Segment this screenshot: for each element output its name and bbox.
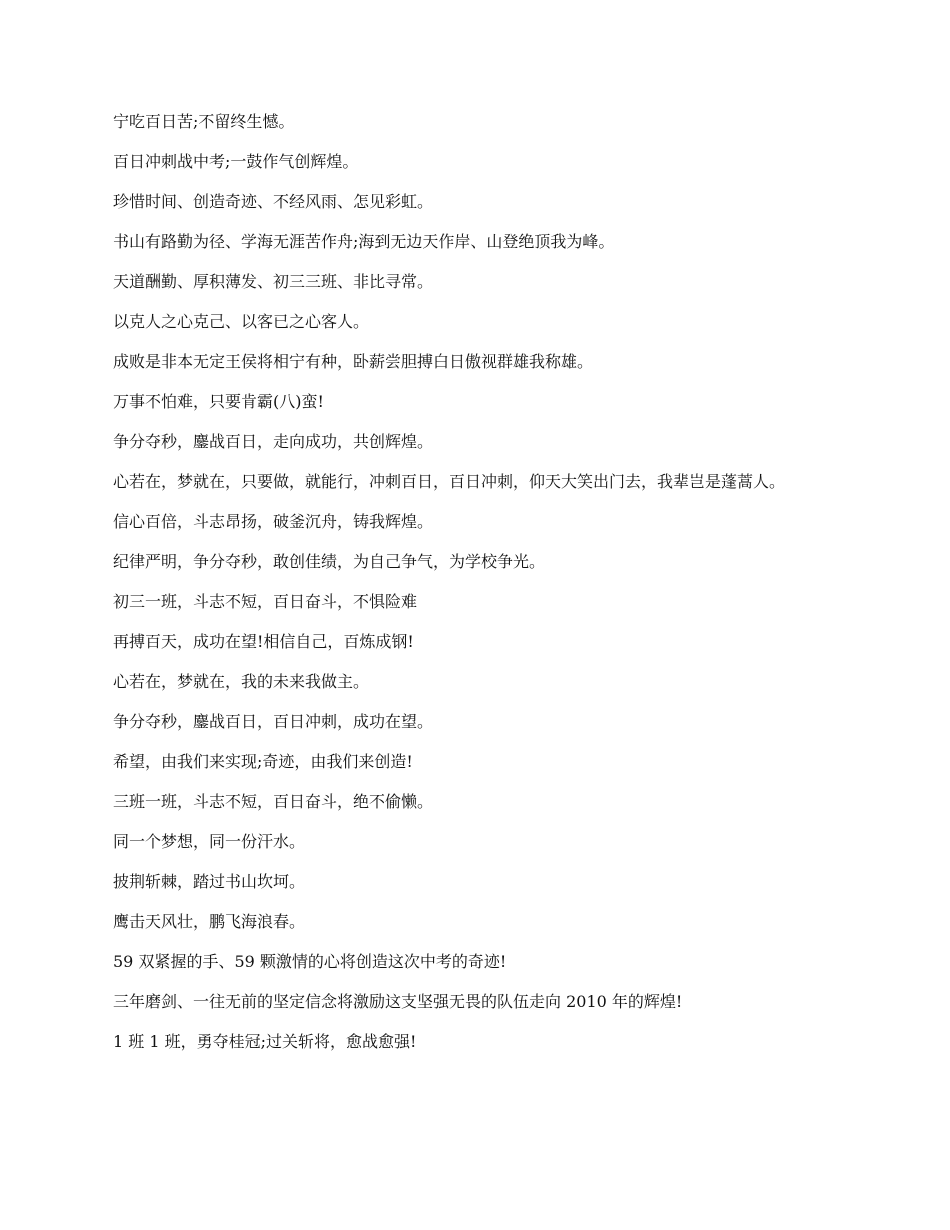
paragraph: 三班一班，斗志不短，百日奋斗，绝不偷懒。 xyxy=(113,792,434,811)
paragraph: 万事不怕难，只要肯霸(八)蛮! xyxy=(113,392,324,411)
document-body xyxy=(113,112,843,1072)
paragraph: 1 班 1 班，勇夺桂冠;过关斩将，愈战愈强! xyxy=(113,1032,417,1051)
paragraph: 希望，由我们来实现;奇迹，由我们来创造! xyxy=(113,752,413,771)
paragraph: 披荆斩棘，踏过书山坎坷。 xyxy=(113,872,306,891)
paragraph: 再搏百天，成功在望!相信自己，百炼成钢! xyxy=(113,632,414,651)
paragraph: 纪律严明，争分夺秒，敢创佳绩，为自己争气，为学校争光。 xyxy=(113,552,546,571)
paragraph: 争分夺秒，鏖战百日，走向成功，共创辉煌。 xyxy=(113,432,434,451)
paragraph: 信心百倍，斗志昂扬，破釜沉舟，铸我辉煌。 xyxy=(113,512,434,531)
paragraph: 三年磨剑、一往无前的坚定信念将激励这支坚强无畏的队伍走向 2010 年的辉煌! xyxy=(113,992,683,1011)
paragraph: 以克人之心克己、以客已之心客人。 xyxy=(113,312,370,331)
paragraph: 书山有路勤为径、学海无涯苦作舟;海到无边天作岸、山登绝顶我为峰。 xyxy=(113,232,615,251)
paragraph: 成败是非本无定王侯将相宁有种，卧薪尝胆搏白日傲视群雄我称雄。 xyxy=(113,352,594,371)
paragraph: 争分夺秒，鏖战百日，百日冲刺，成功在望。 xyxy=(113,712,434,731)
paragraph: 鹰击天风壮，鹏飞海浪春。 xyxy=(113,912,306,931)
paragraph: 百日冲刺战中考;一鼓作气创辉煌。 xyxy=(113,152,359,171)
paragraph: 天道酬勤、厚积薄发、初三三班、非比寻常。 xyxy=(113,272,434,291)
paragraph: 同一个梦想，同一份汗水。 xyxy=(113,832,306,851)
paragraph: 初三一班，斗志不短，百日奋斗，不惧险难 xyxy=(113,592,418,611)
paragraph: 59 双紧握的手、59 颗激情的心将创造这次中考的奇迹! xyxy=(113,952,507,971)
paragraph: 宁吃百日苦;不留终生憾。 xyxy=(113,112,295,131)
paragraph: 心若在，梦就在，只要做，就能行，冲刺百日，百日冲刺，仰天大笑出门去，我辈岂是蓬蒿人。 xyxy=(113,472,786,491)
paragraph: 珍惜时间、创造奇迹、不经风雨、怎见彩虹。 xyxy=(113,192,434,211)
paragraph: 心若在，梦就在，我的未来我做主。 xyxy=(113,672,370,691)
